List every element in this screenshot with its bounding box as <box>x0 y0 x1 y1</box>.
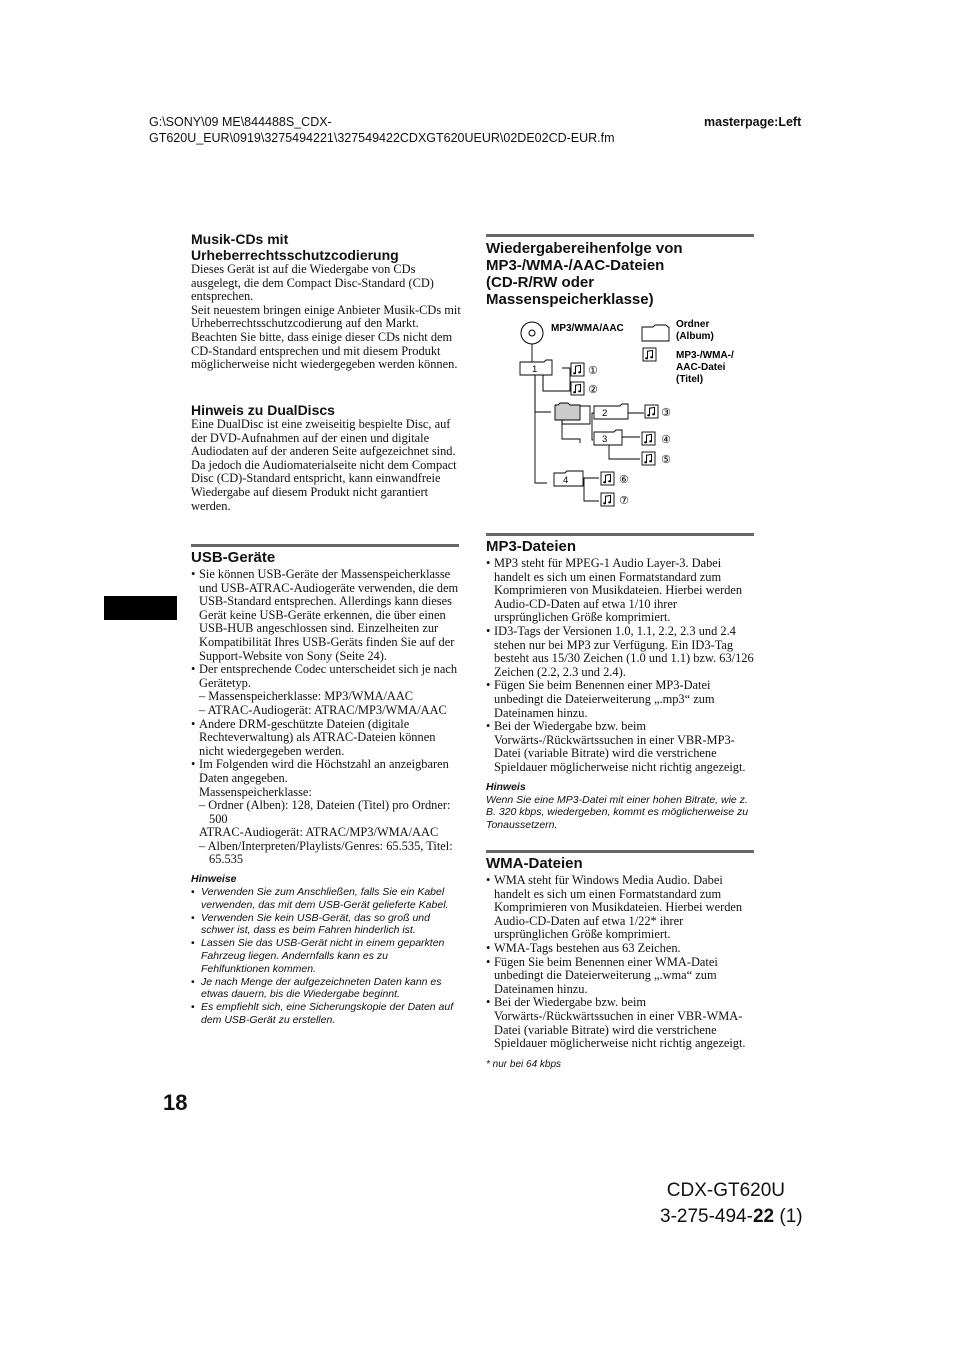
file-path-line2: GT620U_EUR\0919\3275494221\327549422CDXGT620UEUR\02DE02CD-EUR.fm <box>149 131 615 145</box>
note-item: • Lassen Sie das USB-Gerät nicht in einem geparkten Fahrzeug liegen. Andernfalls kann es zu Fehlfunktionen kommen. <box>191 937 459 975</box>
file-icon <box>642 452 655 465</box>
list-item: • Bei der Wiedergabe bzw. beim Vorwärts-/Rückwärtssuchen in einer VBR-WMA-Datei (variable Bitrate) wird die verstrichene Spieldauer möglicherweise nicht richtig angezeigt. <box>486 996 754 1050</box>
svg-text:(Album): (Album) <box>676 331 714 342</box>
model-block <box>660 1178 803 1230</box>
disc-icon <box>521 322 543 344</box>
svg-text:(Titel): (Titel) <box>676 374 704 385</box>
dualdiscs-paragraph: Eine DualDisc ist eine zweiseitig bespielte Disc, auf der DVD-Aufnahmen auf der einen und digitale Audiodaten auf der anderen Seite aufgezeichnet sind. Da jedoch die Audiomaterialseite nicht dem Compact Disc (CD)-Standard entspricht, kann einwandfreie Wiedergabe auf diesem Produkt nicht garantiert werden. <box>191 417 457 513</box>
musik-cds-title: Musik-CDs mit Urheberrechtsschutzcodierung <box>191 231 399 263</box>
list-item: • Sie können USB-Geräte der Massenspeicherklasse und USB-ATRAC-Audiogeräte verwenden, die dem USB-Standard entsprechen. Allerdings kann dieses Gerät keine USB-Geräte erkennen, die über einen USB-HUB angeschlossen sind. Einzelheiten zur Kompatibilität Ihres USB-Geräts finden Sie auf der Support-Website von Sony (Seite 24). <box>191 568 459 663</box>
note-item: • Verwenden Sie kein USB-Gerät, das so groß und schwer ist, dass es beim Fahren hinderlich ist. <box>191 912 459 938</box>
svg-text:AAC-Datei: AAC-Datei <box>676 362 726 373</box>
folder-icon <box>594 430 622 445</box>
wma-title: WMA-Dateien <box>486 855 583 872</box>
folder-icon <box>594 404 628 419</box>
file-icon <box>601 493 614 506</box>
musik-cds-paragraph: Dieses Gerät ist auf die Wiedergabe von CDs ausgelegt, die dem Compact Disc-Standard (CD) entsprechen. <box>191 262 434 304</box>
file-icon <box>645 405 658 418</box>
order-rule <box>486 234 754 237</box>
legend-file-icon <box>643 348 656 361</box>
section-tab-marker <box>104 596 177 620</box>
svg-text:1: 1 <box>532 364 538 375</box>
list-item: • Bei der Wiedergabe bzw. beim Vorwärts-/Rückwärtssuchen in einer VBR-MP3-Datei (variable Bitrate) wird die verstrichene Spieldauer möglicherweise nicht richtig angezeigt. <box>486 720 754 774</box>
note-item: • Je nach Menge der aufgezeichneten Daten kann es etwas dauern, bis die Wiedergabe beginnt. <box>191 976 459 1002</box>
mp3-note: Wenn Sie eine MP3-Datei mit einer hohen Bitrate, wie z. B. 320 kbps, wiedergeben, kommt es möglicherweise zu Tonaussetzern. <box>486 793 749 832</box>
disc-label: MP3/WMA/AAC <box>551 323 624 334</box>
folder-icon <box>554 471 583 486</box>
list-item: • Im Folgenden wird die Höchstzahl an anzeigbaren Daten angegeben. Massenspeicherklasse: – Ordner (Alben): 128, Dateien (Titel) pro Ordner: 500 ATRAC-Audiogerät: ATRAC/MP3/WMA/AAC – Alben/Interpreten/Playlists/Genres: 65.535, Titel: 65.535 <box>191 758 459 867</box>
svg-text:①: ① <box>588 364 598 377</box>
svg-text:⑥: ⑥ <box>619 473 629 486</box>
file-path-line1: G:\SONY\09 ME\844488S_CDX- <box>149 115 332 129</box>
svg-text:MP3-/WMA-/: MP3-/WMA-/ <box>676 350 734 361</box>
svg-text:②: ② <box>588 383 598 396</box>
svg-text:Ordner: Ordner <box>676 319 710 330</box>
mp3-title: MP3-Dateien <box>486 538 577 555</box>
order-title: Wiedergabereihenfolge von MP3-/WMA-/AAC-Dateien (CD-R/RW oder Massenspeicherklasse) <box>486 240 683 308</box>
list-item: • MP3 steht für MPEG-1 Audio Layer-3. Dabei handelt es sich um einen Formatstandard zum Komprimieren von Musikdateien. Hierbei werden Audio-CD-Daten auf etwa 1/10 ihrer ursprünglichen Größe komprimiert. <box>486 557 754 625</box>
mp3-note-title: Hinweis <box>486 780 526 793</box>
page-number: 18 <box>163 1090 188 1115</box>
svg-text:2: 2 <box>602 408 608 419</box>
usb-section <box>191 549 459 1027</box>
model-name: CDX-GT620U <box>666 1180 785 1201</box>
note-item: • Es empfiehlt sich, eine Sicherungskopie der Daten auf dem USB-Gerät zu erstellen. <box>191 1001 459 1027</box>
musik-cds-section <box>191 231 461 372</box>
svg-text:③: ③ <box>661 406 671 419</box>
note-item: • Verwenden Sie zum Anschließen, falls Sie ein Kabel verwenden, das mit dem USB-Gerät gelieferte Kabel. <box>191 886 459 912</box>
svg-text:④: ④ <box>661 433 671 446</box>
usb-title: USB-Geräte <box>191 549 276 566</box>
svg-text:4: 4 <box>563 475 569 486</box>
file-icon <box>642 432 655 445</box>
mp3-rule <box>486 533 754 536</box>
wma-footnote: * nur bei 64 kbps <box>486 1058 562 1070</box>
mp3-section <box>486 538 754 832</box>
usb-notes-title: Hinweise <box>191 873 237 886</box>
folder-icon <box>520 360 552 375</box>
list-item: • WMA-Tags bestehen aus 63 Zeichen. <box>486 942 754 956</box>
usb-rule <box>191 544 459 547</box>
list-item: • Der entsprechende Codec unterscheidet sich je nach Gerätetyp. – Massenspeicherklasse: MP3/WMA/AAC – ATRAC-Audiogerät: ATRAC/MP3/WMA/AAC <box>191 663 459 717</box>
playback-order-diagram <box>510 315 760 515</box>
svg-text:3: 3 <box>602 434 608 445</box>
masterpage-label: masterpage:Left <box>704 115 802 129</box>
file-path <box>149 114 669 146</box>
list-item: • Andere DRM-geschützte Dateien (digitale Rechteverwaltung) als ATRAC-Dateien können nicht wiedergegeben werden. <box>191 718 459 759</box>
list-item: • ID3-Tags der Versionen 1.0, 1.1, 2.2, 2.3 und 2.4 stehen nur bei MP3 zur Verfügung. Ein ID3-Tag besteht aus 15/30 Zeichen (1.0 und 1.1) bzw. 63/126 Zeichen (2.2, 2.3 und 2.4). <box>486 625 754 679</box>
dualdiscs-title: Hinweis zu DualDiscs <box>191 402 335 418</box>
folder-icon-selected <box>555 403 580 420</box>
file-icon <box>571 363 584 376</box>
list-item: • Fügen Sie beim Benennen einer WMA-Datei unbedingt die Dateierweiterung „.wma“ zum Dateinamen hinzu. <box>486 956 754 997</box>
list-item: • WMA steht für Windows Media Audio. Dabei handelt es sich um einen Formatstandard zum Komprimieren von Musikdateien. Hierbei werden Audio-CD-Daten auf etwa 1/22* ihrer ursprünglichen Größe komprimiert. <box>486 874 754 942</box>
wma-rule <box>486 850 754 853</box>
wma-section <box>486 855 754 1072</box>
svg-text:⑤: ⑤ <box>661 453 671 466</box>
file-icon <box>601 472 614 485</box>
svg-text:⑦: ⑦ <box>619 494 629 507</box>
file-icon <box>571 382 584 395</box>
dualdiscs-section <box>191 402 461 513</box>
list-item: • Fügen Sie beim Benennen einer MP3-Datei unbedingt die Dateierweiterung „.mp3“ zum Dateinamen hinzu. <box>486 679 754 720</box>
musik-cds-paragraph: Seit neuestem bringen einige Anbieter Musik-CDs mit Urheberrechtsschutzcodierung auf den Markt. Beachten Sie bitte, dass einige dieser CDs nicht dem CD-Standard entsprechen und mit diesem Produkt möglicherweise nicht wiedergegeben werden können. <box>191 302 461 372</box>
model-code: 3-275-494-22 (1) <box>660 1206 803 1227</box>
legend-folder-icon <box>642 325 669 341</box>
